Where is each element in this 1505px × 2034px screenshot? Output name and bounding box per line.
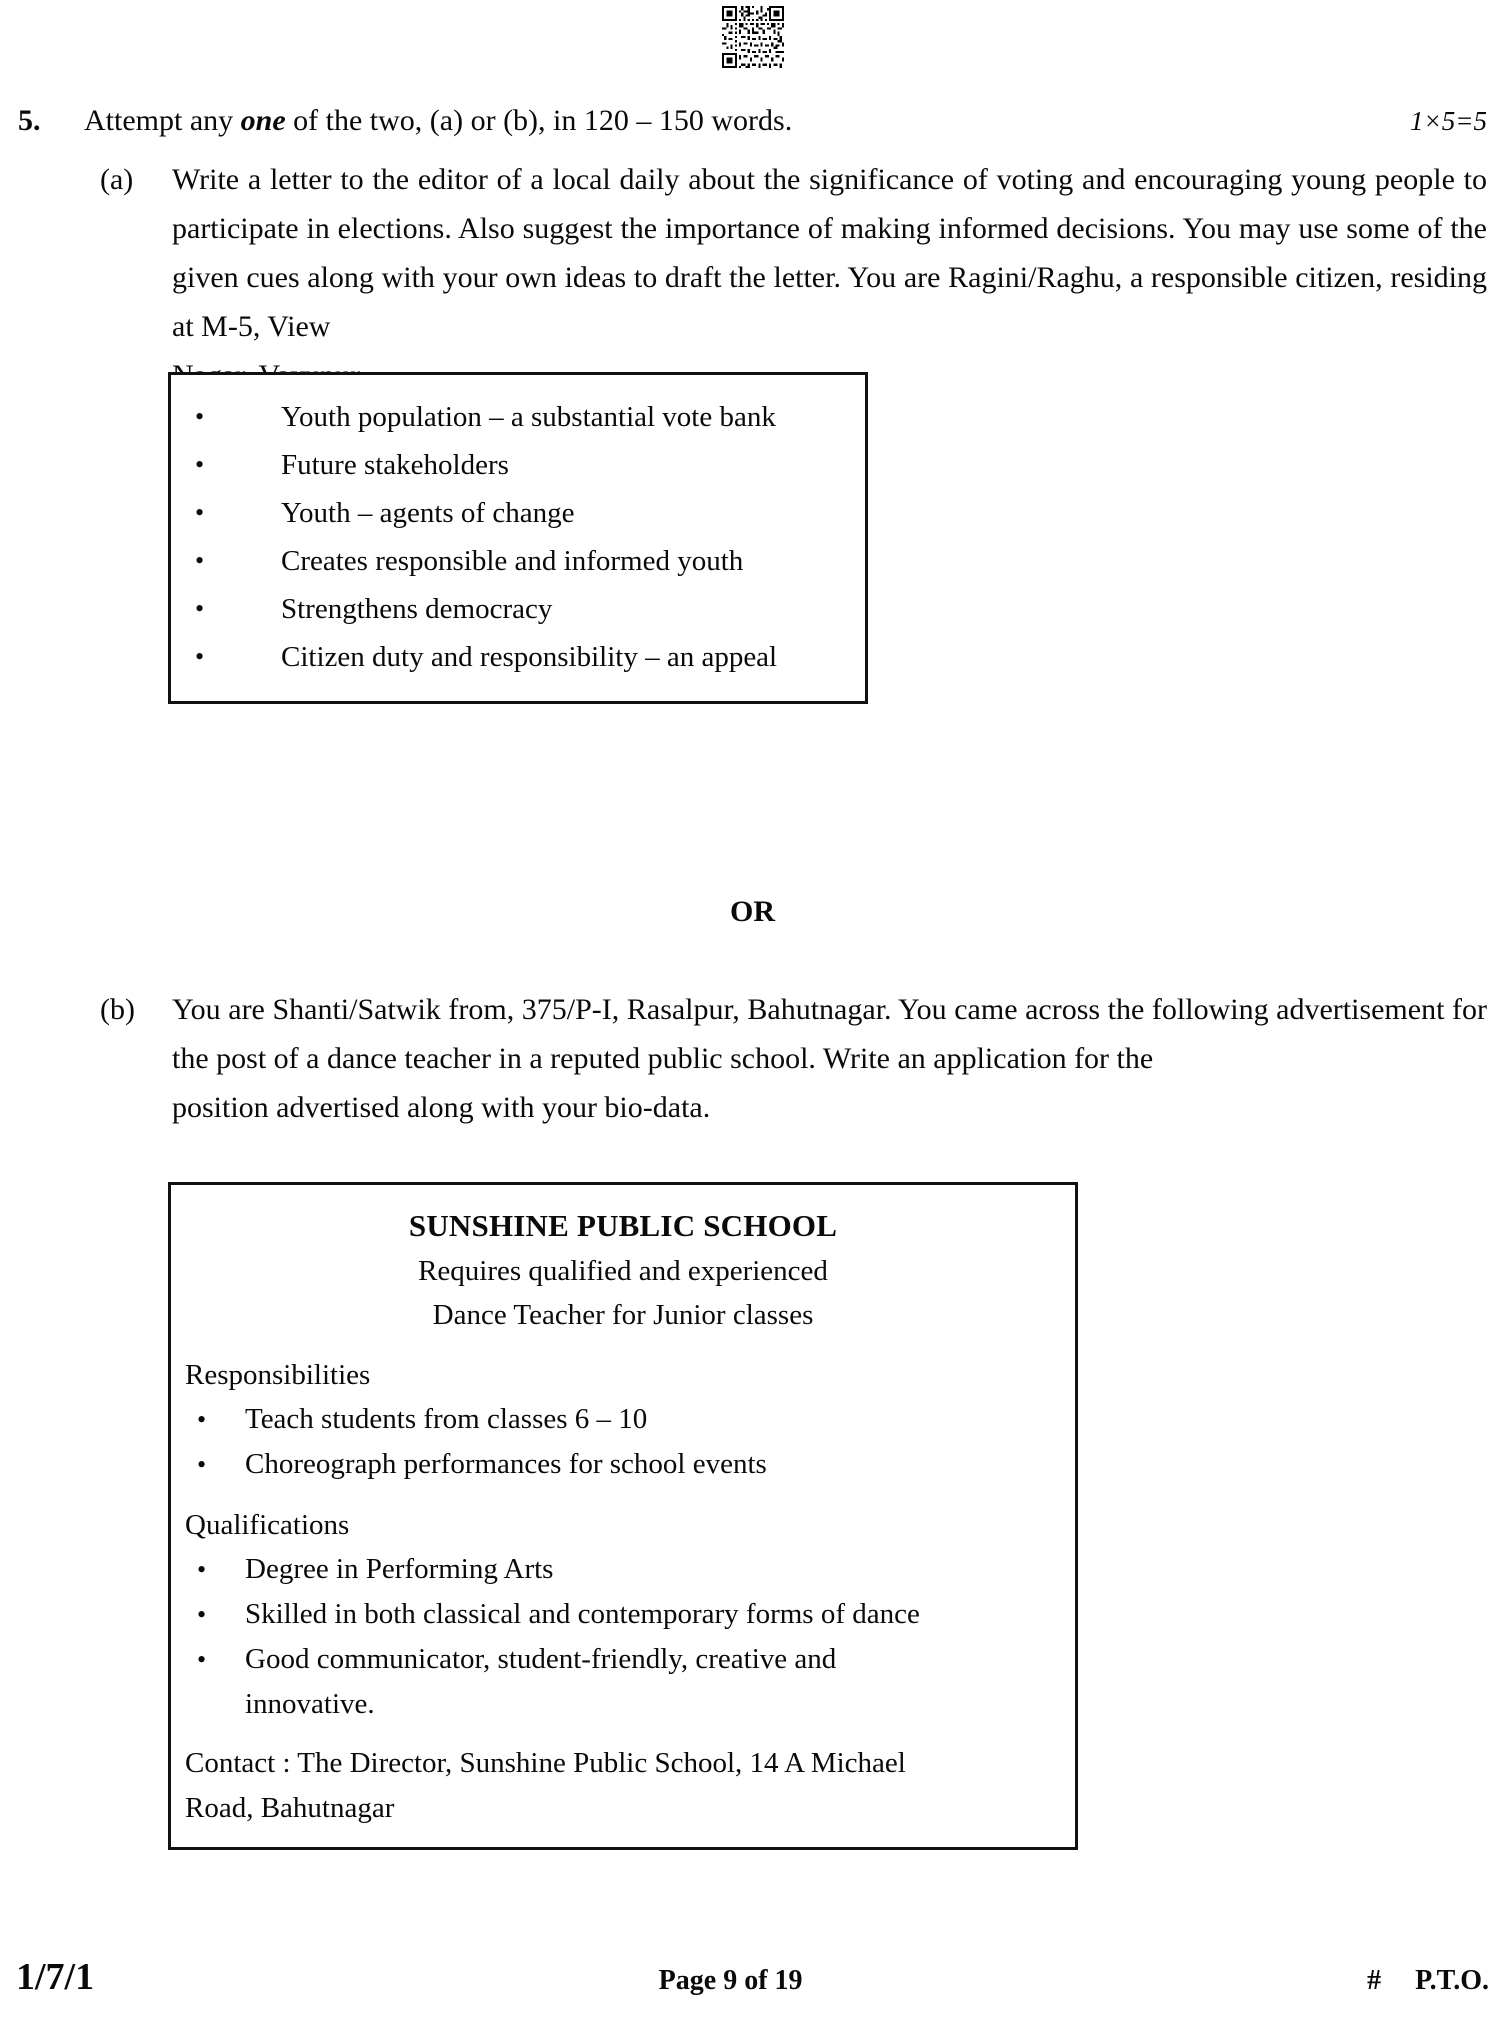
option-b-paragraph: You are Shanti/Satwik from, 375/P-I, Rasalpur, Bahutnagar. You came across the following advertisement for the post of a dance teacher in a reputed public school. Write an application for the: [172, 993, 1487, 1075]
responsibilities-list: [185, 1397, 1061, 1487]
list-item: • Strengthens democracy: [171, 585, 865, 633]
advertisement-subtitle-line1: Requires qualified and experienced: [418, 1255, 828, 1287]
list-item: • Future stakeholders: [171, 441, 865, 489]
list-item: • Teach students from classes 6 – 10: [185, 1397, 1061, 1442]
or-divider: OR: [730, 895, 775, 928]
list-item: • Skilled in both classical and contemporary forms of dance: [185, 1592, 1061, 1637]
paper-code: 1/7/1: [16, 1956, 95, 1998]
option-a-label: (a): [100, 163, 134, 196]
advertisement-school-name: SUNSHINE PUBLIC SCHOOL: [408, 1208, 838, 1243]
option-a-body: [172, 155, 1487, 400]
qr-code-container: [0, 6, 1505, 68]
list-item: • Youth population – a substantial vote bank: [171, 393, 865, 441]
option-a-block: [100, 155, 1487, 400]
list-item-text: Good communicator, student-friendly, creative and: [245, 1643, 837, 1675]
question-stem-emphasis: one: [240, 104, 286, 137]
list-item: • Choreograph performances for school events: [185, 1442, 1061, 1487]
advertisement-box: [168, 1182, 1078, 1850]
option-b-label: (b): [100, 993, 135, 1026]
qualifications-list: [185, 1547, 1061, 1727]
list-item: • Creates responsible and informed youth: [171, 537, 865, 585]
question-stem-part2: of the two, (a) or (b), in 120 – 150 words.: [285, 104, 793, 137]
list-item: • Citizen duty and responsibility – an appeal: [171, 633, 865, 681]
option-b-block: [100, 985, 1487, 1132]
pto-label: P.T.O.: [1415, 1965, 1489, 1996]
question-stem: [84, 106, 1400, 136]
option-a-paragraph: Write a letter to the editor of a local daily about the significance of voting and encouraging young people to participate in elections. Also suggest the importance of making informed decisions. You may use some of the given cues along with your own ideas to draft the letter. You are Ragini/Raghu, a responsible citizen, residing at M-5, View: [172, 163, 1487, 343]
cue-box: [168, 372, 868, 704]
footer-right-group: [1367, 1965, 1489, 1997]
qr-code-icon: [722, 6, 784, 68]
option-b-paragraph-lastline: position advertised along with your bio-data.: [172, 1091, 711, 1124]
list-item-continuation: innovative.: [245, 1688, 375, 1720]
qualifications-heading: Qualifications: [185, 1509, 350, 1541]
question-header-row: [18, 106, 1487, 136]
advertisement-subtitle-line2: Dance Teacher for Junior classes: [432, 1299, 814, 1331]
list-item: • Youth – agents of change: [171, 489, 865, 537]
question-stem-part1: Attempt any: [84, 104, 241, 137]
advertisement-contact-line1: Contact : The Director, Sunshine Public School, 14 A Michael: [185, 1747, 906, 1779]
list-item: • Degree in Performing Arts: [185, 1547, 1061, 1592]
page-number: Page 9 of 19: [658, 1965, 803, 1996]
question-marks: 1×5=5: [1410, 106, 1487, 136]
responsibilities-heading: Responsibilities: [185, 1359, 371, 1391]
cue-list: [171, 393, 865, 681]
page-footer: [16, 1955, 1489, 1999]
option-b-body: [172, 985, 1487, 1132]
hash-mark-icon: #: [1367, 1965, 1382, 1996]
question-number: 5.: [18, 104, 41, 137]
advertisement-contact-line2: Road, Bahutnagar: [185, 1792, 395, 1824]
list-item: [185, 1637, 1061, 1727]
